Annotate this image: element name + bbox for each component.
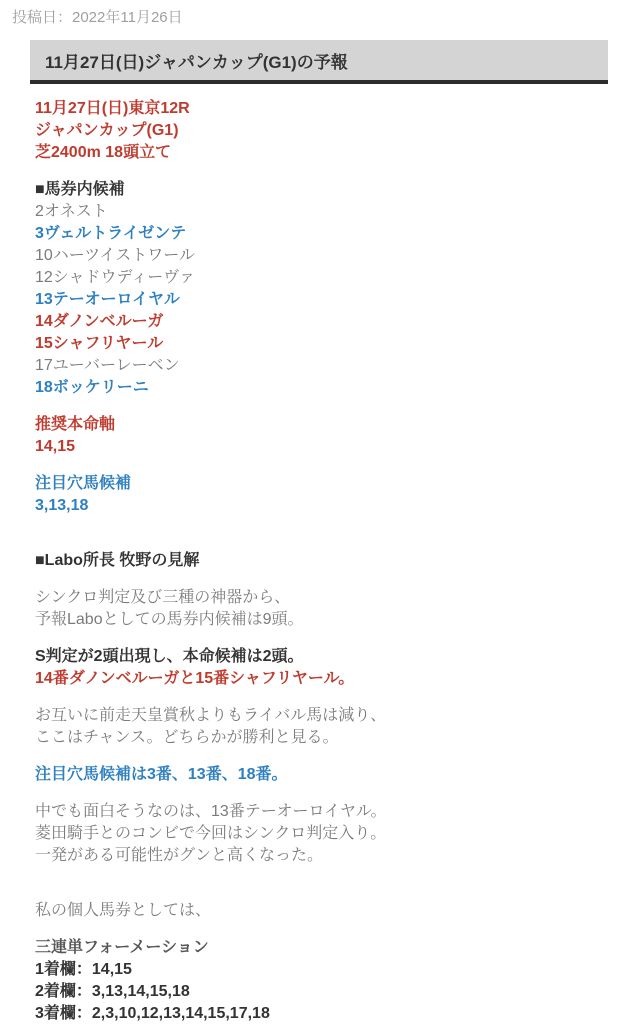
paragraph-s-judgement <box>35 646 608 690</box>
paragraph-dark-horse-candidates <box>35 473 608 517</box>
text-line: 推奨本命軸 <box>35 416 116 433</box>
text-line: 18ボッケリーニ <box>35 379 149 396</box>
paragraph-opinion-intro <box>35 587 608 631</box>
paragraph-teo-royal-comment <box>35 801 608 867</box>
text-line: 3ヴェルトライゼンテ <box>35 225 187 242</box>
article-body <box>35 98 608 1025</box>
text-line: お互いに前走天皇賞秋よりもライバル馬は減り、 <box>35 707 387 724</box>
text-line: 15シャフリヤール <box>35 335 164 352</box>
text-line: 菱田騎手とのコンビで今回はシンクロ判定入り。 <box>35 825 387 842</box>
text-line: 13テーオーロイヤル <box>35 291 180 308</box>
text-line: 一発がある可能性がグンと高くなった。 <box>35 847 324 864</box>
text-line: S判定が2頭出現し、本命候補は2頭。 <box>35 648 304 665</box>
paragraph-dark-horse-note <box>35 764 608 786</box>
text-line: 10ハーツイストワール <box>35 247 195 264</box>
text-line: 芝2400m 18頭立て <box>35 144 172 161</box>
paragraph-trifecta-formation <box>35 937 608 1025</box>
posted-date: 投稿日：2022年11月26日 <box>12 9 183 26</box>
text-line: 私の個人馬券としては、 <box>35 902 212 919</box>
text-line: ジャパンカップ(G1) <box>35 122 179 139</box>
text-line: 12シャドウディーヴァ <box>35 269 196 286</box>
paragraph-recommended-axis <box>35 414 608 458</box>
text-line: ■馬券内候補 <box>35 181 125 198</box>
text-line: 3,13,18 <box>35 497 89 514</box>
text-line: シンクロ判定及び三種の神器から、 <box>35 589 291 606</box>
paragraph-candidate-list <box>35 179 608 399</box>
text-line: 3着欄：2,3,10,12,13,14,15,17,18 <box>35 1005 270 1022</box>
post-title: 11月27日(日)ジャパンカップ(G1)の予報 <box>45 53 348 72</box>
text-line: 注目穴馬候補 <box>35 475 132 492</box>
paragraph-rival-comment <box>35 705 608 749</box>
text-line: 2オネスト <box>35 203 108 220</box>
text-line: 14,15 <box>35 438 76 455</box>
text-line: ここはチャンス。どちらかが勝利と見る。 <box>35 729 339 746</box>
text-line: 14ダノンベルーガ <box>35 313 164 330</box>
paragraph-personal-bet-intro <box>35 900 608 922</box>
text-line: 2着欄：3,13,14,15,18 <box>35 983 190 1000</box>
text-line: 中でも面白そうなのは、13番テーオーロイヤル。 <box>35 803 387 820</box>
text-line: 1着欄：14,15 <box>35 961 132 978</box>
text-line: 11月27日(日)東京12R <box>35 100 190 117</box>
text-line: ■Labo所長 牧野の見解 <box>35 552 200 569</box>
post-title-bar <box>30 40 608 84</box>
text-line: 14番ダノンベルーガと15番シャフリヤール。 <box>35 670 355 687</box>
text-line: 三連単フォーメーション <box>35 939 209 956</box>
text-line: 注目穴馬候補は3番、13番、18番。 <box>35 766 288 783</box>
paragraph-opinion-heading <box>35 550 608 572</box>
paragraph-race-info <box>35 98 608 164</box>
text-line: 17ユーバーレーベン <box>35 357 180 374</box>
text-line: 予報Laboとしての馬券内候補は9頭。 <box>35 611 304 628</box>
